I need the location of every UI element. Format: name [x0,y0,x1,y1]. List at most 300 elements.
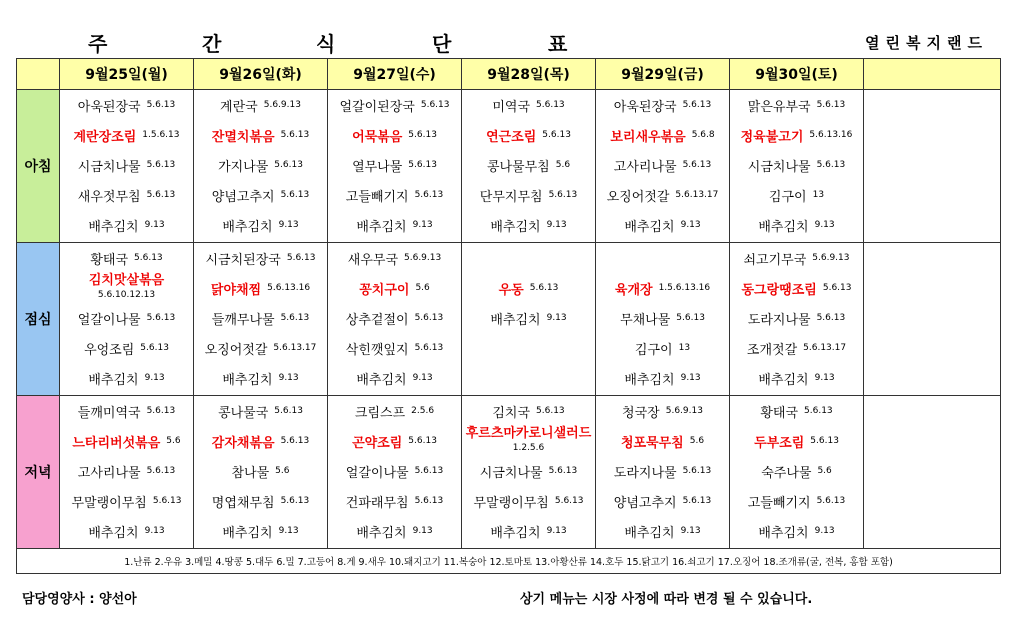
dish-name: 꽁치구이 [359,282,410,298]
dish-name: 상추겉절이 [345,312,409,328]
menu-item [462,426,595,456]
allergen-codes: 9.13 [546,220,567,230]
allergen-codes: 5.6.13 [280,496,310,506]
dish-name: 김치맛살볶음 [88,273,165,288]
allergen-codes: 5.6.13 [810,436,839,446]
dish-name: 두부조림 [754,435,805,451]
dish-name: 도라지나물 [747,312,811,328]
allergen-codes: 5.6.13.16 [809,130,853,140]
allergen-codes: 5.6.9.13 [812,253,850,263]
allergen-codes: 9.13 [412,526,433,536]
allergen-codes: 5.6.13 [152,496,182,506]
dish-name: 후르츠마카로니샐러드 [465,426,592,441]
dish-name: 무말랭이무침 [473,495,549,511]
menu-item [730,120,863,150]
allergen-legend-row [17,549,1001,574]
dish-name: 청포묵무침 [620,435,684,451]
menu-item [462,273,595,303]
dish-name: 배추김치 [490,525,541,541]
meal-row [17,396,1001,549]
dish-name: 김치국 [492,405,531,421]
dish-name: 닭야채찜 [210,282,262,298]
menu-item [462,363,595,393]
allergen-codes: 5.6.13 [822,283,852,293]
menu-item [596,120,729,150]
menu-item [328,303,461,333]
menu-item [60,396,193,426]
menu-item [194,150,327,180]
menu-item [730,426,863,456]
menu-item [194,516,327,546]
menu-item [462,120,595,150]
day-header: 9월26일(화) [194,59,328,90]
menu-item [328,210,461,240]
allergen-codes: 5.6.13 [146,190,176,200]
allergen-codes: 2.5.6 [411,406,435,416]
menu-cell [864,90,1001,243]
dish-name: 김구이 [634,342,673,358]
menu-item [462,150,595,180]
title-char: 주 [88,32,108,56]
menu-cell [60,90,194,243]
menu-item [730,210,863,240]
menu-item [60,456,193,486]
dish-name: 새우무국 [347,252,398,268]
dish-name: 배추김치 [758,219,809,235]
allergen-codes: 5.6.13 [816,160,846,170]
dish-name: 시금치된장국 [205,252,281,268]
dish-name: 황태국 [90,252,129,268]
menu-item [462,180,595,210]
menu-item [328,180,461,210]
dish-name: 고사리나물 [613,159,677,175]
menu-item [194,486,327,516]
dish-name: 크림스프 [354,405,406,421]
allergen-codes: 5.6.13 [414,313,444,323]
menu-item [328,516,461,546]
menu-item [730,90,863,120]
dish-name: 무말랭이무침 [71,495,147,511]
allergen-codes: 5.6.13 [280,436,310,446]
menu-item [194,243,327,273]
day-header: 9월30일(토) [730,59,864,90]
allergen-codes: 5.6.8 [691,130,715,140]
allergen-codes: 5.6.13 [414,190,444,200]
dish-name: 청국장 [622,405,660,421]
allergen-codes: 5.6.13 [146,466,176,476]
menu-item [328,363,461,393]
menu-cell [730,90,864,243]
allergen-codes: 5.6.13 [542,130,571,140]
menu-item [60,90,193,120]
meal-row [17,243,1001,396]
allergen-codes: 5.6.9.13 [404,253,442,263]
menu-item [596,243,729,273]
menu-item [730,516,863,546]
menu-item [328,243,461,273]
day-header: 9월27일(수) [328,59,462,90]
menu-item [194,90,327,120]
menu-item [60,150,193,180]
menu-item [596,210,729,240]
allergen-codes: 5.6.13 [414,466,444,476]
dish-name: 얼갈이된장국 [339,99,415,115]
menu-cell [60,243,194,396]
dish-name: 곤약조림 [352,435,403,451]
dish-name: 가지나물 [218,159,269,175]
allergen-legend: 1.난류 2.우유 3.메밀 4.땅콩 5.대두 6.밀 7.고등어 8.게 9.새우 10.돼지고기 11.복숭아 12.토마토 13.아황산류 14.호두 15.닭고기 16.쇠고기 17.오징어 18.조개류(굴, 전복, 홍합 포함) [17,549,1001,574]
allergen-codes: 5.6.13 [804,406,833,416]
menu-item [462,516,595,546]
menu-cell [462,90,596,243]
allergen-codes: 5.6.13 [420,100,450,110]
dish-name: 동그랑땡조림 [741,282,817,298]
title-char: 단 [432,32,452,56]
allergen-codes: 9.13 [144,220,165,230]
meal-label: 아침 [17,90,60,243]
menu-cell [328,243,462,396]
dish-name: 배추김치 [758,372,809,388]
dish-name: 배추김치 [624,525,675,541]
meal-label: 저녁 [17,396,60,549]
allergen-codes: 5.6.13 [408,130,437,140]
dish-name: 콩나물무침 [486,159,550,175]
allergen-codes: 5.6.13.17 [675,190,719,200]
meal-row [17,90,1001,243]
menu-item [194,456,327,486]
allergen-codes: 9.13 [278,373,299,383]
menu-cell [462,243,596,396]
menu-item [194,180,327,210]
menu-item [462,396,595,426]
menu-cell [730,396,864,549]
menu-item [730,150,863,180]
dish-name: 양념고추지 [613,495,677,511]
menu-item [194,120,327,150]
menu-item [328,426,461,456]
dish-name: 배추김치 [88,525,139,541]
dish-name: 새우젓무침 [77,189,141,205]
allergen-codes: 9.13 [278,220,299,230]
dish-name: 계란장조림 [73,129,137,145]
dish-name: 오징어젓갈 [606,189,670,205]
menu-item [328,273,461,303]
menu-item [60,426,193,456]
allergen-codes: 5.6.13 [140,343,169,353]
dish-name: 느타리버섯볶음 [72,435,161,451]
allergen-codes: 5.6 [689,436,705,446]
menu-cell [60,396,194,549]
dish-name: 우동 [498,282,524,298]
allergen-codes: 9.13 [546,526,567,536]
change-notice: 상기 메뉴는 시장 사정에 따라 변경 될 수 있습니다. [520,592,813,607]
menu-item [60,120,193,150]
allergen-codes: 5.6.13 [682,496,712,506]
allergen-codes: 5.6.13 [682,466,712,476]
allergen-codes: 5.6.13 [676,313,705,323]
dish-name: 육개장 [614,282,653,298]
allergen-codes: 13 [812,190,825,200]
title-char: 식 [316,32,336,56]
dietitian-name: 담당영양사 : 양선아 [22,592,137,607]
menu-item [730,396,863,426]
dish-name: 보리새우볶음 [610,129,686,145]
allergen-codes: 5.6.13.16 [267,283,311,293]
menu-item [596,396,729,426]
allergen-codes: 5.6.13 [280,190,310,200]
allergen-codes: 5.6.13 [280,130,310,140]
menu-item [60,363,193,393]
day-header-row [17,59,1001,90]
dish-name: 고들빼기지 [345,189,409,205]
menu-item [462,456,595,486]
dish-name: 배추김치 [222,219,273,235]
menu-item [60,180,193,210]
allergen-codes: 5.6 [415,283,430,293]
allergen-codes: 13 [678,343,691,353]
dish-name: 맑은유부국 [747,99,811,115]
meal-label: 점심 [17,243,60,396]
allergen-codes: 5.6 [166,436,181,446]
menu-item [60,333,193,363]
allergen-codes: 9.13 [680,526,701,536]
menu-item [462,333,595,363]
menu-item [60,303,193,333]
dish-name: 배추김치 [222,372,273,388]
dish-name: 우엉조림 [84,342,135,358]
allergen-codes: 5.6.13 [816,496,846,506]
allergen-codes: 9.13 [680,373,701,383]
day-header: 9월29일(금) [596,59,730,90]
menu-item [730,363,863,393]
allergen-codes: 5.6.9.13 [263,100,301,110]
menu-item [596,90,729,120]
allergen-codes: 5.6.13 [816,100,846,110]
menu-item [596,180,729,210]
dish-name: 아욱된장국 [613,99,677,115]
allergen-codes: 5.6.13 [554,496,584,506]
dish-name: 오징어젓갈 [204,342,268,358]
menu-item [328,333,461,363]
allergen-codes: 9.13 [412,220,433,230]
allergen-codes: 5.6.13 [286,253,316,263]
menu-item [596,333,729,363]
dish-name: 배추김치 [490,312,541,328]
menu-cell [328,90,462,243]
menu-item [462,90,595,120]
menu-item [328,456,461,486]
corner-cell [17,59,60,90]
allergen-codes: 5.6.13.17 [803,343,847,353]
allergen-codes: 5.6.13 [274,160,303,170]
dish-name: 배추김치 [222,525,273,541]
empty-day-header [864,59,1001,90]
allergen-codes: 5.6.9.13 [665,406,703,416]
dish-name: 배추김치 [356,219,407,235]
allergen-codes: 5.6.13 [548,190,578,200]
allergen-codes: 5.6.13.17 [273,343,317,353]
menu-cell [864,396,1001,549]
allergen-codes: 1.5.6.13 [142,130,180,140]
dish-name: 시금치나물 [747,159,811,175]
page-title [20,28,660,58]
menu-item [60,273,193,303]
dish-name: 아욱된장국 [77,99,141,115]
allergen-codes: 5.6.13 [408,436,437,446]
menu-item [596,273,729,303]
menu-item [328,90,461,120]
allergen-codes: 1.2.5.6 [512,443,545,453]
menu-item [194,426,327,456]
menu-item [596,456,729,486]
allergen-codes: 5.6.13 [536,100,565,110]
allergen-codes: 5.6.13 [414,343,444,353]
dish-name: 배추김치 [490,219,541,235]
dish-name: 무채나물 [620,312,671,328]
allergen-codes: 9.13 [814,220,835,230]
menu-cell [462,396,596,549]
menu-item [596,426,729,456]
allergen-codes: 1.5.6.13.16 [658,283,711,293]
menu-item [194,396,327,426]
menu-item [730,243,863,273]
allergen-codes: 5.6.13 [529,283,559,293]
menu-cell [194,243,328,396]
allergen-codes: 9.13 [814,526,835,536]
menu-item [730,273,863,303]
allergen-codes: 5.6.13 [414,496,444,506]
menu-item [596,363,729,393]
allergen-codes: 5.6.13 [146,406,176,416]
allergen-codes: 5.6.13 [536,406,565,416]
menu-item [462,486,595,516]
dish-name: 고들빼기지 [747,495,811,511]
allergen-codes: 9.13 [278,526,299,536]
menu-item [596,516,729,546]
dish-name: 삭힌깻잎지 [345,342,409,358]
dish-name: 정육불고기 [740,129,804,145]
dish-name: 배추김치 [356,372,407,388]
menu-item [194,210,327,240]
dish-name: 잔멸치볶음 [211,129,275,145]
organization-name: 열린복지랜드 [865,34,988,52]
menu-cell [596,396,730,549]
dish-name: 쇠고기무국 [743,252,807,268]
dish-name: 시금치나물 [479,465,543,481]
allergen-codes: 5.6 [275,466,290,476]
menu-cell [194,396,328,549]
menu-item [194,273,327,303]
menu-item [328,396,461,426]
dish-name: 배추김치 [758,525,809,541]
allergen-codes: 5.6 [555,160,571,170]
dish-name: 시금치나물 [77,159,141,175]
dish-name: 연근조림 [486,129,537,145]
dish-name: 배추김치 [624,219,675,235]
allergen-codes: 9.13 [144,373,165,383]
allergen-codes: 5.6 [817,466,832,476]
dish-name: 고사리나물 [77,465,141,481]
allergen-codes: 9.13 [412,373,433,383]
menu-cell [596,243,730,396]
allergen-codes: 9.13 [546,313,567,323]
dish-name: 열무나물 [352,159,403,175]
menu-cell [730,243,864,396]
dish-name: 배추김치 [88,372,139,388]
menu-item [596,303,729,333]
dish-name: 도라지나물 [613,465,677,481]
menu-item [596,486,729,516]
dish-name: 들깨미역국 [77,405,141,421]
menu-item [328,120,461,150]
allergen-codes: 9.13 [814,373,835,383]
dish-name: 계란국 [220,99,258,115]
menu-item [730,303,863,333]
allergen-codes: 5.6.13 [146,313,176,323]
menu-item [328,150,461,180]
menu-item [194,363,327,393]
menu-cell [194,90,328,243]
allergen-codes: 9.13 [680,220,701,230]
dish-name: 배추김치 [356,525,407,541]
menu-cell [596,90,730,243]
dish-name: 조개젓갈 [746,342,798,358]
dish-name: 어묵볶음 [352,129,403,145]
allergen-codes: 5.6.13 [548,466,578,476]
dish-name: 단무지무침 [479,189,543,205]
menu-item [462,243,595,273]
dish-name: 미역국 [492,99,531,115]
allergen-codes: 5.6.13 [134,253,163,263]
menu-item [462,303,595,333]
title-char: 표 [548,32,568,56]
menu-item [60,210,193,240]
allergen-codes: 5.6.13 [280,313,310,323]
menu-cell [864,243,1001,396]
allergen-codes: 5.6.13 [682,100,712,110]
dish-name: 얼갈이나물 [77,312,141,328]
menu-item [194,333,327,363]
menu-item [596,150,729,180]
dish-name: 양념고추지 [211,189,275,205]
menu-item [60,516,193,546]
dish-name: 감자채볶음 [211,435,275,451]
allergen-codes: 5.6.13 [146,100,176,110]
dish-name: 들깨무나물 [211,312,275,328]
allergen-codes: 5.6.13 [274,406,303,416]
dish-name: 콩나물국 [218,405,269,421]
dish-name: 배추김치 [88,219,139,235]
dish-name: 숙주나물 [761,465,812,481]
menu-item [462,210,595,240]
menu-item [730,486,863,516]
dish-name: 황태국 [760,405,799,421]
day-header: 9월25일(월) [60,59,194,90]
weekly-menu-table [16,58,1001,574]
day-header: 9월28일(목) [462,59,596,90]
menu-item [194,303,327,333]
menu-item [730,333,863,363]
dish-name: 김구이 [768,189,807,205]
menu-item [730,456,863,486]
menu-cell [328,396,462,549]
menu-item [730,180,863,210]
dish-name: 참나물 [231,465,270,481]
allergen-codes: 5.6.13 [682,160,712,170]
menu-item [60,486,193,516]
allergen-codes: 5.6.13 [146,160,176,170]
menu-item [328,486,461,516]
